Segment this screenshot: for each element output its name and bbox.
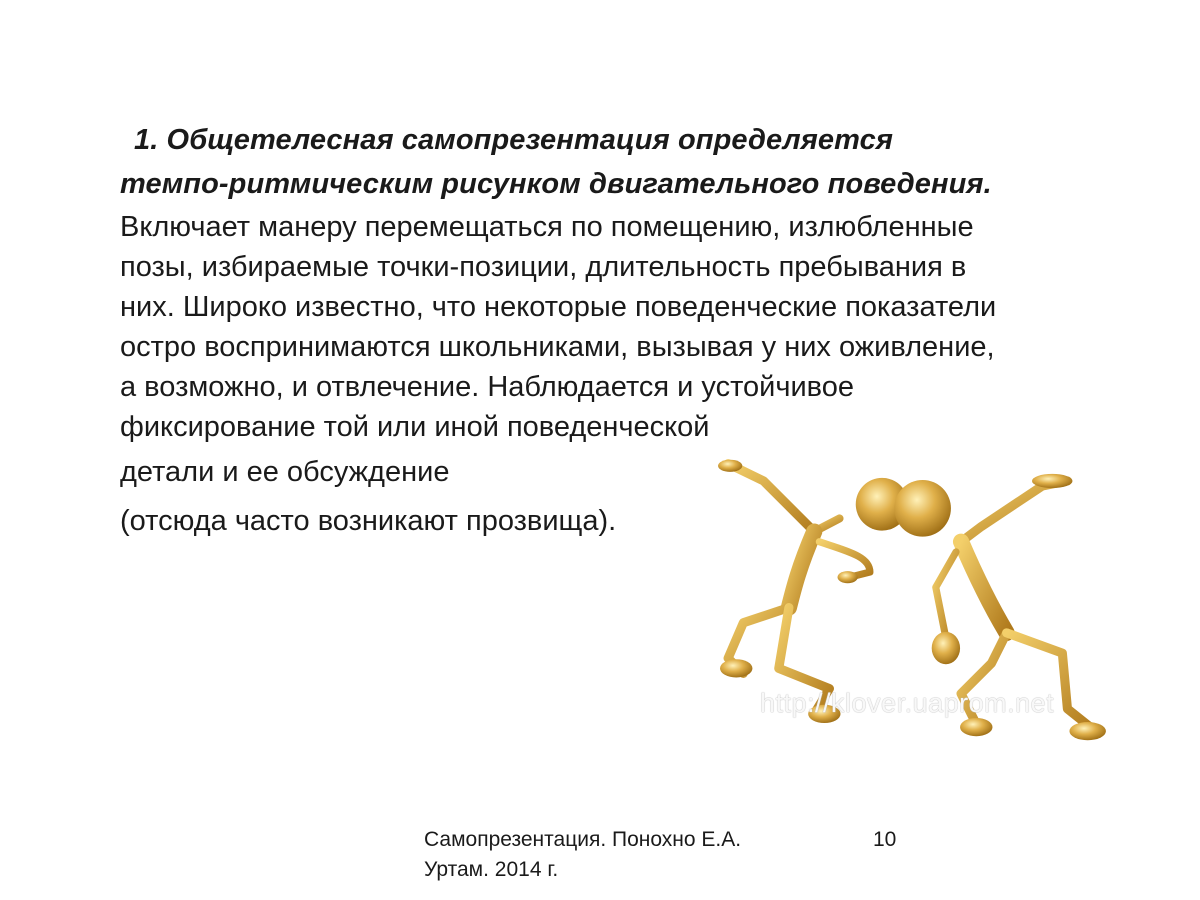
heading-line-2: темпо-ритмическим рисунком двигательного поведения. <box>120 168 992 200</box>
image-watermark: http://klover.uaprom.net <box>760 688 1055 718</box>
footer-author: Самопрезентация. Понохно Е.А. <box>424 828 742 851</box>
body-line-7: детали и ее обсуждение <box>120 456 450 488</box>
footer-place-year: Уртам. 2014 г. <box>424 858 559 881</box>
body-line-5: а возможно, и отвлечение. Наблюдается и устойчивое <box>120 371 855 403</box>
body-line-4: остро воспринимаются школьниками, вызывая у них оживление, <box>120 331 995 363</box>
heading-line-1: 1. Общетелесная самопрезентация определяется <box>134 124 894 156</box>
body-line-2: позы, избираемые точки-позиции, длительность пребывания в <box>120 251 967 283</box>
body-line-3: них. Широко известно, что некоторые поведенческие показатели <box>120 291 997 323</box>
body-line-6: фиксирование той или иной поведенческой <box>120 411 710 443</box>
body-line-1: Включает манеру перемещаться по помещению, излюбленные <box>120 211 974 243</box>
body-line-8: (отсюда часто возникают прозвища). <box>120 505 617 537</box>
page-number: 10 <box>873 828 897 851</box>
